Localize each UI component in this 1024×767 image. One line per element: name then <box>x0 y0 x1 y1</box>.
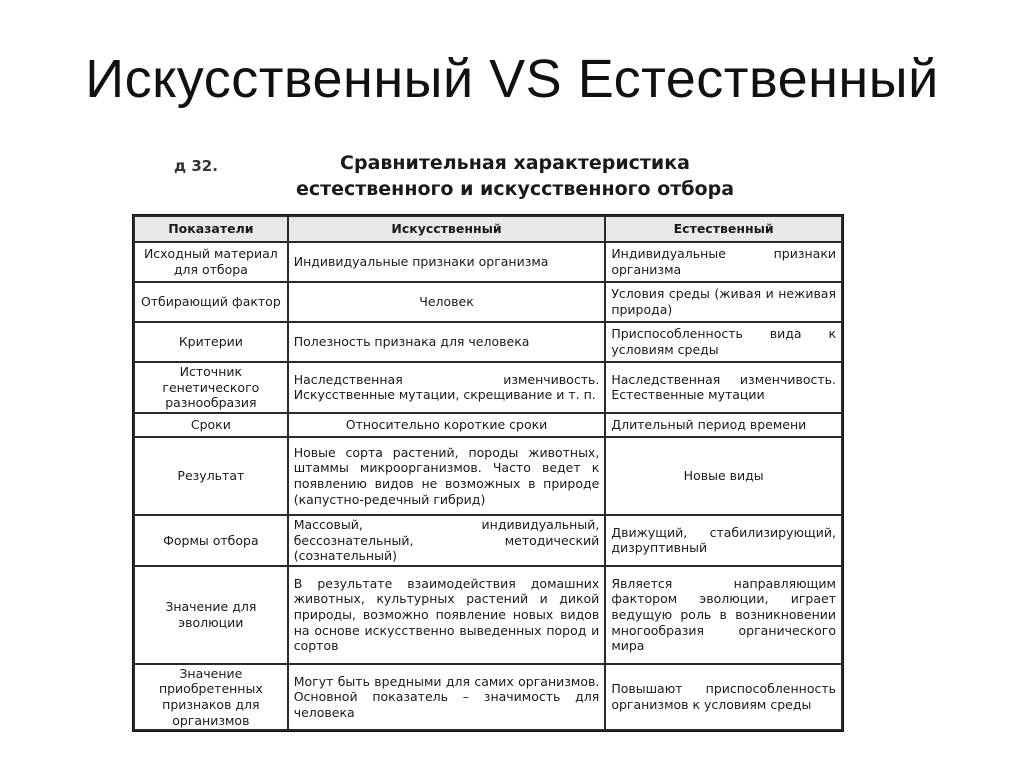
table-row <box>135 283 841 321</box>
row-label: Исходный материал для отбора <box>135 243 287 281</box>
caption-line-2: естественного и искусственного отбора <box>295 178 735 200</box>
table-row <box>135 665 841 730</box>
slide-title: Искусственный VS Естественный <box>85 49 939 109</box>
artificial-cell: Человек <box>289 283 605 321</box>
row-label: Результат <box>135 438 287 514</box>
row-label: Значение для эволюции <box>135 567 287 663</box>
natural-cell: Индивидуальные признаки организма <box>606 243 841 281</box>
natural-cell: Приспособленность вида к условиям среды <box>606 323 841 361</box>
table-row <box>135 243 841 281</box>
natural-cell: Условия среды (живая и неживая природа) <box>606 283 841 321</box>
artificial-cell: Полезность признака для человека <box>289 323 605 361</box>
artificial-cell: Могут быть вредными для самих организмов. Основной показатель – значимость для человека <box>289 665 605 730</box>
natural-cell: Новые виды <box>606 438 841 514</box>
row-label: Критерии <box>135 323 287 361</box>
natural-cell: Повышают приспособленность организмов к условиям среды <box>606 665 841 730</box>
table-header-row <box>135 217 841 241</box>
artificial-cell: Относительно короткие сроки <box>289 414 605 436</box>
caption-line-1: Сравнительная характеристика <box>340 152 690 174</box>
artificial-cell: Новые сорта растений, породы животных, штаммы микроорганизмов. Часто ведет к появлению видов не возможных в природе (капустно-редечный гибрид) <box>289 438 605 514</box>
artificial-cell: Наследственная изменчивость. Искусственные мутации, скрещивание и т. п. <box>289 363 605 412</box>
row-label: Значение приобретенных признаков для организмов <box>135 665 287 730</box>
artificial-cell: Массовый, индивидуальный, бессознательный, методический (сознательный) <box>289 516 605 565</box>
table-caption <box>270 150 760 202</box>
artificial-cell: В результате взаимодействия домашних животных, культурных растений и дикой природы, возможно появление новых видов на основе искусственно выведенных пород и сортов <box>289 567 605 663</box>
header-indicators: Показатели <box>135 217 287 241</box>
natural-cell: Наследственная изменчивость. Естественные мутации <box>606 363 841 412</box>
comparison-table <box>132 214 844 732</box>
header-natural: Естественный <box>606 217 841 241</box>
row-label: Формы отбора <box>135 516 287 565</box>
artificial-cell: Индивидуальные признаки организма <box>289 243 605 281</box>
table-row <box>135 516 841 565</box>
natural-cell: Движущий, стабилизирующий, дизруптивный <box>606 516 841 565</box>
header-artificial: Искусственный <box>289 217 605 241</box>
table-row <box>135 414 841 436</box>
row-label: Отбирающий фактор <box>135 283 287 321</box>
row-label: Сроки <box>135 414 287 436</box>
table-row <box>135 363 841 412</box>
table-number-label: д 32. <box>174 157 218 175</box>
natural-cell: Является направляющим фактором эволюции, играет ведущую роль в возникновении многообразия органического мира <box>606 567 841 663</box>
natural-cell: Длительный период времени <box>606 414 841 436</box>
table-row <box>135 567 841 663</box>
table-row <box>135 438 841 514</box>
table-row <box>135 323 841 361</box>
row-label: Источник генетического разнообразия <box>135 363 287 412</box>
